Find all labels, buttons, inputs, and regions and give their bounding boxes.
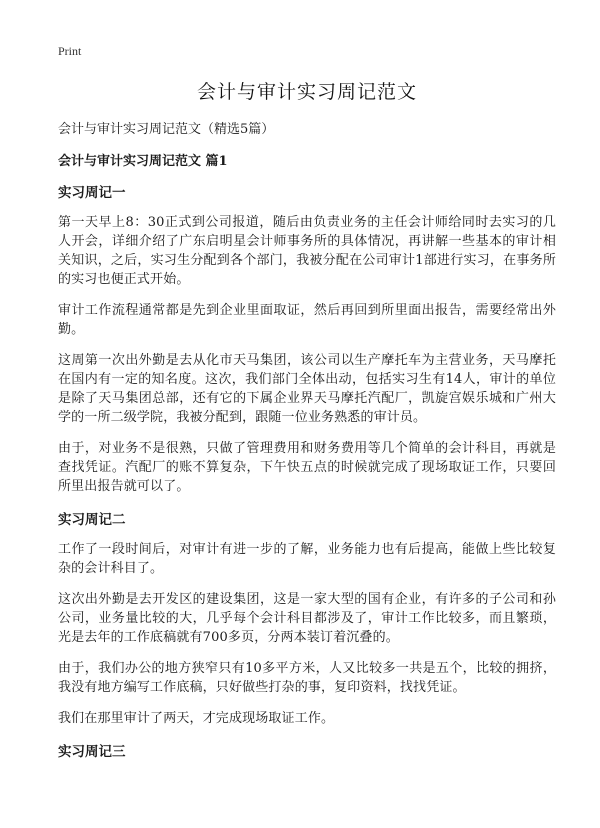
week-heading-1: 实习周记一 <box>58 185 126 201</box>
week-2-paragraph-2: 这次出外勤是去开发区的建设集团，这是一家大型的国有企业，有许多的子公司和孙公司，业务量比较的大，几乎每个会计科目都涉及了，审计工作比较多，而且繁琐，光是去年的工作底稿就有700多页，分两本装订着沉叠的。 <box>58 592 556 645</box>
document-subtitle: 会计与审计实习周记范文（精选5篇） <box>58 122 275 137</box>
week-2-paragraph-1: 工作了一段时间后，对审计有进一步的了解，业务能力也有后提高，能做上些比较复杂的会计科目了。 <box>58 542 556 576</box>
week-1-paragraph-2: 审计工作流程通常都是先到企业里面取证，然后再回到所里面出报告，需要经常出外勤。 <box>58 303 556 337</box>
section-heading: 会计与审计实习周记范文 篇1 <box>58 154 228 169</box>
page-title: 会计与审计实习周记范文 <box>196 81 417 103</box>
print-label: Print <box>58 44 82 58</box>
week-1-paragraph-3: 这周第一次出外勤是去从化市天马集团，该公司以生产摩托车为主营业务，天马摩托在国内有一定的知名度。这次，我们部门全体出动，包括实习生有14人，审计的单位是除了天马集团总部，还有它的下属企业界天马摩托汽配厂，凯旋宫娱乐城和广州大学的一所二级学院，我被分配到，跟随一位业务熟悉的审计员。 <box>58 353 556 425</box>
week-1-paragraph-4: 由于，对业务不是很熟，只做了管理费用和财务费用等几个简单的会计科目，再就是查找凭证。汽配厂的账不算复杂，下午快五点的时候就完成了现场取证工作，只要回所里出报告就可以了。 <box>58 441 556 494</box>
week-heading-2: 实习周记二 <box>58 512 126 528</box>
week-1-paragraph-1: 第一天早上8：30正式到公司报道，随后由负责业务的主任会计师给同时去实习的几人开会，详细介绍了广东启明星会计师事务所的具体情况，再讲解一些基本的审计相关知识，之后，实习生分配到各个部门，我被分配在公司审计1部进行实习，在事务所的实习也便正式开始。 <box>58 215 556 287</box>
week-heading-3: 实习周记三 <box>58 744 126 760</box>
week-2-paragraph-4: 我们在那里审计了两天，才完成现场取证工作。 <box>58 711 335 726</box>
week-2-paragraph-3: 由于，我们办公的地方狭窄只有10多平方米，人又比较多一共是五个，比较的拥挤，我没有地方编写工作底稿，只好做些打杂的事，复印资料，找找凭证。 <box>58 661 556 695</box>
